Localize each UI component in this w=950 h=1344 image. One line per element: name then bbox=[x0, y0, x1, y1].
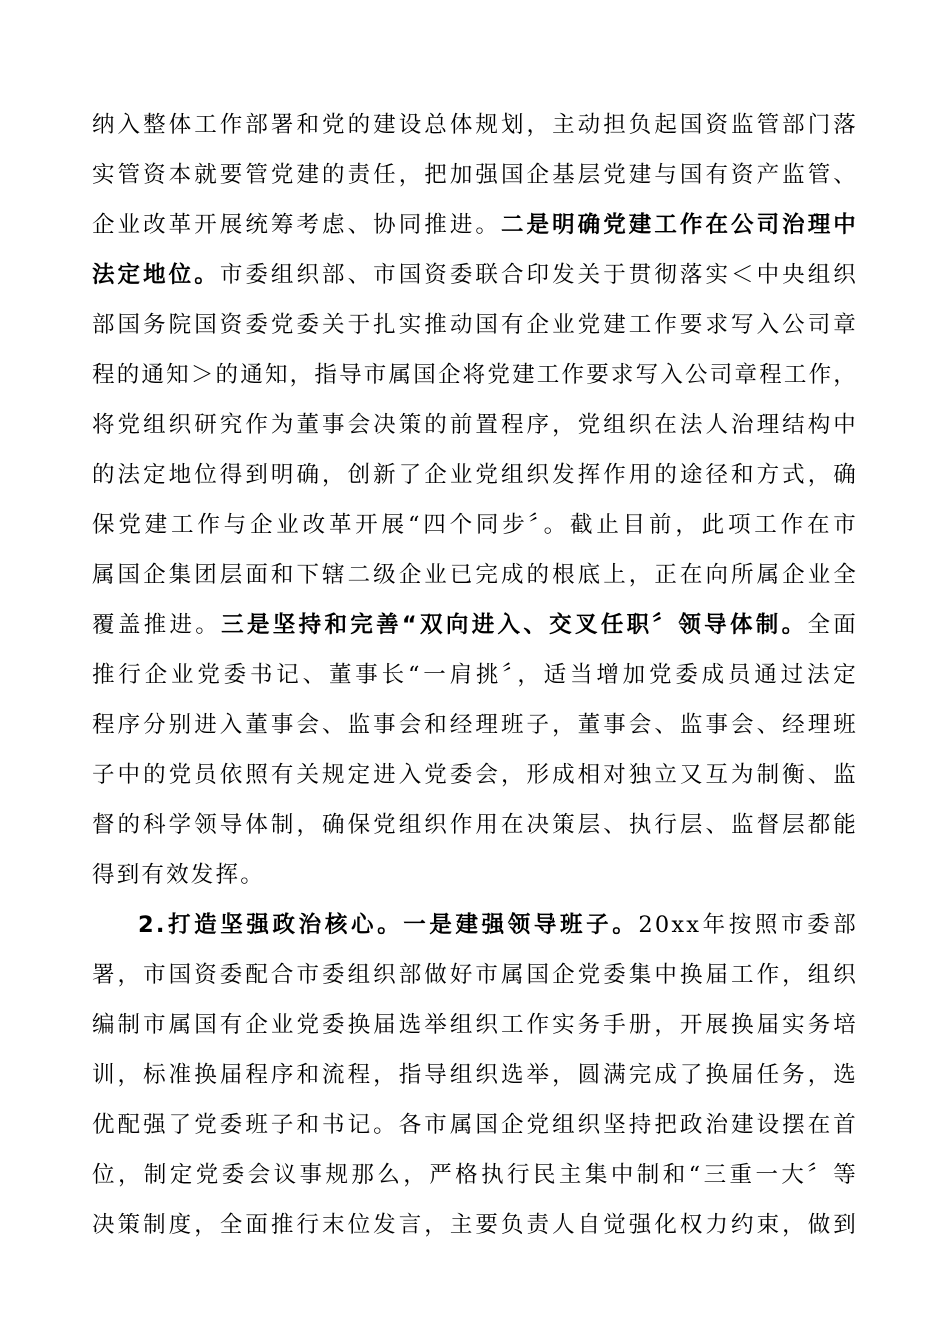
text-line: 位，制定党委会议事规那么，严格执行民主集中制和“三重一大〞等 bbox=[92, 1162, 858, 1188]
text-line: 优配强了党委班子和书记。各市属国企党组织坚持把政治建设摆在首 bbox=[92, 1112, 858, 1138]
text-line: 子中的党员依照有关规定进入党委会，形成相对独立又互为制衡、监 bbox=[92, 762, 858, 788]
text-line: 决策制度，全面推行末位发言，主要负责人自觉强化权力约束，做到 bbox=[92, 1212, 858, 1238]
text-line: 程序分别进入董事会、监事会和经理班子，董事会、监事会、经理班 bbox=[92, 712, 858, 738]
text-line bbox=[92, 900, 858, 950]
text-line: 编制市属国有企业党委换届选举组织工作实务手册，开展换届实务培 bbox=[92, 1012, 858, 1038]
bold-key-point: 三是坚持和完善“双向进入、交叉任职〞领导体制。 bbox=[221, 612, 808, 638]
text-line bbox=[92, 600, 858, 650]
text-line: 实管资本就要管党建的责任，把加强国企基层党建与国有资产监管、 bbox=[92, 162, 858, 188]
text-line: 的法定地位得到明确，创新了企业党组织发挥作用的途径和方式，确 bbox=[92, 462, 858, 488]
text-line: 推行企业党委书记、董事长“一肩挑〞，适当增加党委成员通过法定 bbox=[92, 662, 858, 688]
text-line: 部国务院国资委党委关于扎实推动国有企业党建工作要求写入公司章 bbox=[92, 312, 858, 338]
text-line: 保党建工作与企业改革开展“四个同步〞。截止目前，此项工作在市 bbox=[92, 512, 858, 538]
text-segment: 全面 bbox=[807, 612, 858, 638]
text-line bbox=[92, 250, 858, 300]
text-segment: 20xx年按照市委部 bbox=[638, 912, 858, 938]
bold-key-point: 二是明确党建工作在公司治理中 bbox=[501, 212, 858, 238]
text-segment: 覆盖推进。 bbox=[92, 612, 222, 638]
document-page bbox=[92, 100, 858, 1250]
text-line: 将党组织研究作为董事会决策的前置程序，党组织在法人治理结构中 bbox=[92, 412, 858, 438]
text-line bbox=[92, 200, 858, 250]
section-heading: 2.打造坚强政治核心。一是建强领导班子。 bbox=[138, 912, 639, 938]
text-line: 督的科学领导体制，确保党组织作用在决策层、执行层、监督层都能 bbox=[92, 812, 858, 838]
text-line: 署，市国资委配合市委组织部做好市属国企党委集中换届工作，组织 bbox=[92, 962, 858, 988]
text-line: 纳入整体工作部署和党的建设总体规划，主动担负起国资监管部门落 bbox=[92, 112, 858, 138]
text-line: 属国企集团层面和下辖二级企业已完成的根底上，正在向所属企业全 bbox=[92, 562, 858, 588]
text-line: 训，标准换届程序和流程，指导组织选举，圆满完成了换届任务，选 bbox=[92, 1062, 858, 1088]
bold-key-point: 法定地位。 bbox=[92, 262, 220, 288]
text-line: 得到有效发挥。 bbox=[92, 862, 265, 888]
text-segment: 市委组织部、市国资委联合印发关于贯彻落实＜中央组织 bbox=[219, 262, 858, 288]
text-segment: 企业改革开展统筹考虑、协同推进。 bbox=[92, 212, 501, 238]
text-line: 程的通知＞的通知，指导市属国企将党建工作要求写入公司章程工作， bbox=[92, 362, 858, 388]
